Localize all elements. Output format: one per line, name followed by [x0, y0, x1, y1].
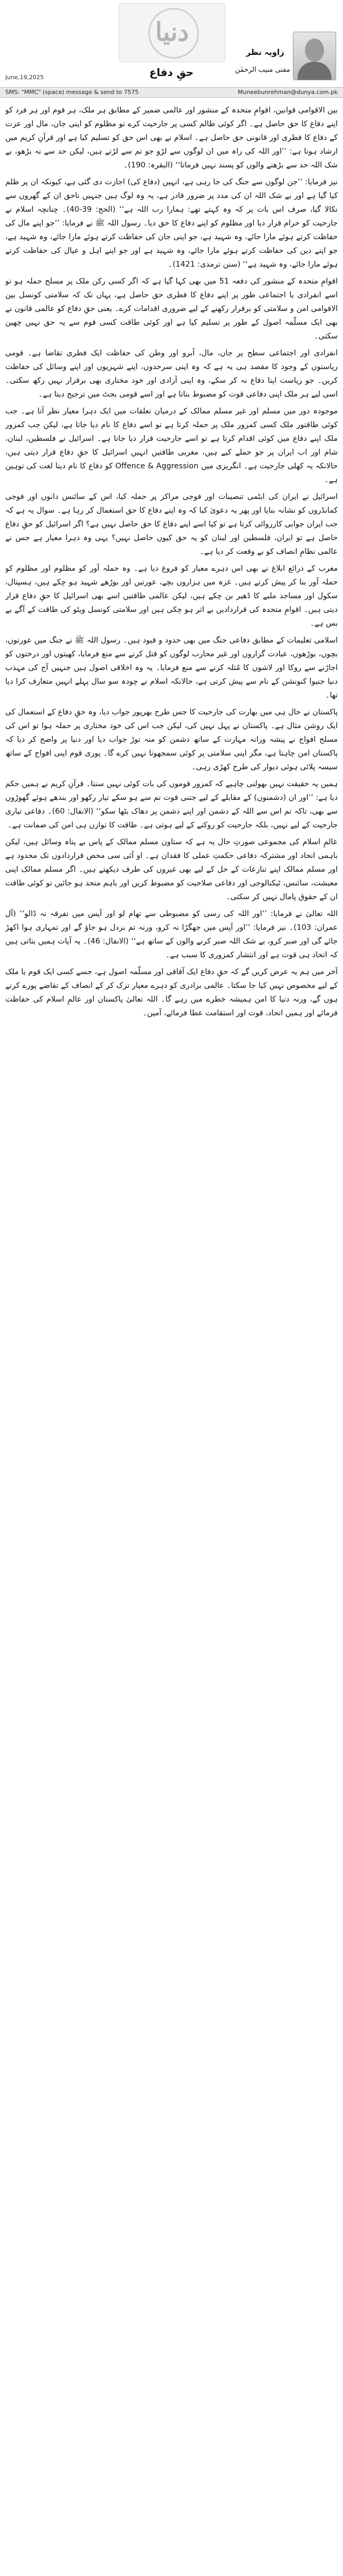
paragraph: اقوامِ متحدہ کے منشور کی دفعہ 51 میں بھی کہا گیا ہے کہ اگر کسی رکن ملک پر مسلح حملہ ہو تو اسے انفرادی یا اجتماعی طور پر اپنے دفاع کا فطری حق حاصل ہے، یہاں تک کہ سلامتی کونسل بین الاقوامی امن و سلامتی کو برقرار رکھنے کے لیے ضروری اقدامات کرے۔ یعنی حقِ دفاع کو عالمی قانون نے بھی ایک مسلّمہ اصول کے طور پر تسلیم کیا ہے اور کوئی طاقت کسی قوم سے یہ حق نہیں چھین سکتی۔: [5, 277, 338, 341]
paragraph: انفرادی اور اجتماعی سطح پر جان، مال، آبرو اور وطن کی حفاظت ایک فطری تقاضا ہے۔ قومی ریاستوں کے وجود کا مقصد ہی یہ ہے کہ وہ اپنی سرحدوں، اپنے شہریوں اور اپنے وسائل کی حفاظت کریں۔ جو ریاست اپنا دفاع نہ کر سکے، وہ اپنی آزادی اور خود مختاری بھی برقرار نہیں رکھ سکتی۔ اسی لیے ہر ملک اپنی دفاعی قوت کو مضبوط بناتا ہے اور اسے قومی بجٹ میں ترجیح دیتا ہے۔: [5, 349, 338, 399]
photo-shoulders: [298, 62, 331, 80]
paragraph: اسرائیل نے ایران کی ایٹمی تنصیبات اور فوجی مراکز پر حملہ کیا، اس کے سائنس دانوں اور فوجی کمانڈروں کو نشانہ بنایا اور پھر یہ دعویٰ کیا کہ وہ اپنے دفاع کا حق استعمال کر رہا ہے۔ سوال یہ ہے کہ جب ایران جوابی کارروائی کرتا ہے تو کیا اسے اپنے دفاع کا حق حاصل نہیں ہے؟ اگر اسرائیل کو حقِ دفاع حاصل ہے تو ایران، فلسطین اور لبنان کو یہ حق کیوں حاصل نہیں؟ یہی وہ دہرا معیار ہے جس نے عالمی نظامِ انصاف کو بے وقعت کر دیا ہے۔: [5, 493, 338, 556]
columnist-photo: [293, 32, 336, 80]
photo-face: [305, 39, 324, 62]
sms-bar: [0, 87, 343, 98]
column-name: زاویہ نظر: [246, 48, 284, 57]
paragraph: پاکستان نے حال ہی میں بھارت کی جارحیت کا جس طرح بھرپور جواب دیا، وہ حقِ دفاع کے استعمال کی ایک روشن مثال ہے۔ پاکستان نے پہل نہیں کی، لیکن جب اس کی خود مختاری پر حملہ ہوا تو اس کی مسلح افواج نے پیشہ ورانہ مہارت کے ساتھ دشمن کو منہ توڑ جواب دیا اور دنیا پر واضح کر دیا کہ پاکستان امن چاہتا ہے، مگر اپنی سلامتی پر کوئی سمجھوتا نہیں کرے گا۔ پوری قوم اپنی افواج کے ساتھ سیسہ پلائی ہوئی دیوار کی طرح کھڑی رہی۔: [5, 708, 338, 771]
paragraph: اسلامی تعلیمات کے مطابق دفاعی جنگ میں بھی حدود و قیود ہیں۔ رسول اللہ ﷺ نے جنگ میں عورتوں، بچوں، بوڑھوں، عبادت گزاروں اور غیر محارب لوگوں کو قتل کرنے سے منع فرمایا، کھیتوں اور درختوں کو اجاڑنے سے روکا اور لاشوں کا مُثلہ کرنے سے منع فرمایا۔ یہ وہ اخلاقی اصول ہیں جنہیں آج کی مہذب دنیا جنیوا کنونشن کے نام سے پیش کرتی ہے، حالانکہ اسلام نے چودہ سو سال پہلے انہیں متعارف کرا دیا تھا۔: [5, 636, 338, 700]
author-email[interactable]: Muneebunrehman@dunya.com.pk: [237, 89, 338, 96]
paragraph: آخر میں ہم یہ عرض کریں گے کہ حقِ دفاع ایک آفاقی اور مسلّمہ اصول ہے، جسے کسی ایک قوم یا ملک کے لیے مخصوص نہیں کیا جا سکتا۔ عالمی برادری کو دہرے معیار ترک کر کے انصاف کے تقاضے پورے کرنے ہوں گے، ورنہ دنیا کا امن ہمیشہ خطرے میں رہے گا۔ اللہ تعالیٰ پاکستان اور عالمِ اسلام کی حفاظت فرمائے اور ہمیں اتحاد، قوت اور استقامت عطا فرمائے، آمین۔: [5, 968, 338, 1017]
author-byline: مفتی منیب الرحمٰن: [235, 66, 290, 74]
masthead: [0, 0, 343, 98]
paragraph: بین الاقوامی قوانین، اقوامِ متحدہ کے منشور اور عالمی ضمیر کے مطابق ہر ملک، ہر قوم اور ہر فرد کو اپنے دفاع کا حق حاصل ہے۔ اگر کوئی ظالم کسی پر جارحیت کرے تو مظلوم کو اپنی جان، مال اور عزت کے دفاع کا فطری اور قانونی حق حاصل ہے۔ اسلام نے بھی اس حق کو تسلیم کیا ہے اور قرآنِ کریم میں ارشاد ہوتا ہے: ’’اور اللہ کی راہ میں ان لوگوں سے لڑو جو تم سے لڑتے ہیں، لیکن حد سے نہ بڑھو، بے شک اللہ حد سے بڑھنے والوں کو پسند نہیں فرماتا‘‘ (البقرہ: 190)۔: [5, 106, 338, 169]
paragraph: موجودہ دور میں مسلم اور غیر مسلم ممالک کے درمیان تعلقات میں ایک دہرا معیار نظر آتا ہے۔ جب کوئی طاقتور ملک کسی کمزور ملک پر حملہ کرتا ہے تو اسے دفاع کا نام دیا جاتا ہے، لیکن جب کمزور ملک اپنے دفاع میں کوئی اقدام کرتا ہے تو اسے جارحیت قرار دیا جاتا ہے۔ اسرائیل نے فلسطین، لبنان، شام اور اب ایران پر جو حملے کیے ہیں، مغربی طاقتیں انہیں اسرائیل کا حقِ دفاع قرار دیتی ہیں، حالانکہ یہ کھلی جارحیت ہے۔ انگریزی میں Offence & Aggression کو دفاع کا نام دینا لغت کی توہین ہے۔: [5, 407, 338, 484]
newspaper-logo: [119, 3, 225, 62]
publish-date: June,19,2025: [5, 74, 44, 81]
paragraph: اللہ تعالیٰ نے فرمایا: ’’اور اللہ کی رسی کو مضبوطی سے تھام لو اور آپس میں تفرقہ نہ ڈالو‘‘ (آل عمران: 103)۔ نیز فرمایا: ’’اور آپس میں جھگڑا نہ کرو، ورنہ تم بزدل ہو جاؤ گے اور تمہاری ہوا اکھڑ جائے گی اور صبر کرو، بے شک اللہ صبر کرنے والوں کے ساتھ ہے‘‘ (الانفال: 46)۔ یہ آیات ہمیں بتاتی ہیں کہ اتحاد ہی قوت ہے اور انتشار کمزوری کا سبب ہے۔: [5, 910, 338, 959]
paragraph: نیز فرمایا: ’’جن لوگوں سے جنگ کی جا رہی ہے، انہیں (دفاع کی) اجازت دی گئی ہے، کیونکہ ان پر ظلم کیا گیا ہے اور بے شک اللہ ان کی مدد پر ضرور قادر ہے، یہ وہ لوگ ہیں جنہیں ناحق ان کے گھروں سے نکالا گیا، صرف اس بات پر کہ وہ کہتے تھے: ہمارا رب اللہ ہے‘‘ (الحج: 39-40)۔ چنانچہ اسلام نے جارحیت کو حرام قرار دیا اور مظلوم کو اپنے دفاع کا حق دیا۔ رسول اللہ ﷺ نے فرمایا: ’’جو اپنے مال کی حفاظت کرتے ہوئے مارا جائے، وہ شہید ہے، جو اپنی جان کی حفاظت کرتے ہوئے مارا جائے، وہ شہید ہے، جو اپنے دین کی حفاظت کرتے ہوئے مارا جائے، وہ شہید ہے اور جو اپنے اہل و عیال کی حفاظت کرتے ہوئے مارا جائے، وہ شہید ہے‘‘ (سنن ترمذی: 1421)۔: [5, 178, 338, 269]
paragraph: ہمیں یہ حقیقت نہیں بھولنی چاہیے کہ کمزور قوموں کی بات کوئی نہیں سنتا۔ قرآنِ کریم نے ہمیں حکم دیا ہے: ’’اور ان (دشمنوں) کے مقابلے کے لیے جتنی قوت تم سے ہو سکے تیار رکھو اور بندھے ہوئے گھوڑوں سے بھی، تاکہ تم اس سے اللہ کے دشمن اور اپنے دشمن پر دھاک بٹھا سکو‘‘ (الانفال: 60)۔ دفاعی تیاری جارحیت کے لیے نہیں، بلکہ جارحیت کو روکنے کے لیے ہوتی ہے۔ طاقت کا توازن ہی امن کی ضمانت ہے۔: [5, 780, 338, 829]
article-body: [5, 103, 338, 2569]
paragraph: عالمِ اسلام کی مجموعی صورتِ حال یہ ہے کہ ستاون مسلم ممالک کے پاس بے پناہ وسائل ہیں، لیکن باہمی اتحاد اور مشترکہ دفاعی حکمتِ عملی کا فقدان ہے۔ او آئی سی محض قراردادوں تک محدود ہے اور مسلم ممالک اپنے تنازعات کے حل کے لیے بھی غیروں کی طرف دیکھتے ہیں۔ اگر مسلم ممالک اپنی معیشت، سائنس، ٹیکنالوجی اور دفاعی صلاحیت کو مضبوط کریں اور باہم متحد ہو جائیں تو کوئی طاقت ان کے حقوق پامال نہیں کر سکتی۔: [5, 838, 338, 901]
article-title: حقِ دفاع: [149, 66, 194, 79]
logo-text: دنیا: [155, 17, 189, 47]
sms-instruction: SMS: "MMC" (space) message & send to 7575: [5, 89, 139, 96]
paragraph: مغرب کے ذرائع ابلاغ نے بھی اس دہرے معیار کو فروغ دیا ہے۔ وہ حملہ آور کو مظلوم اور مظلوم کو حملہ آور بنا کر پیش کرتے ہیں۔ غزہ میں ہزاروں بچے، عورتیں اور بوڑھے شہید ہو چکے ہیں، ہسپتال، سکول اور مساجد ملبے کا ڈھیر بن چکے ہیں، لیکن عالمی طاقتیں اسے بھی اسرائیل کا حقِ دفاع قرار دیتی ہیں۔ اقوامِ متحدہ کی قراردادیں بے اثر ہو چکی ہیں اور سلامتی کونسل ویٹو کی طاقت کے آگے بے بس ہے۔: [5, 564, 338, 628]
